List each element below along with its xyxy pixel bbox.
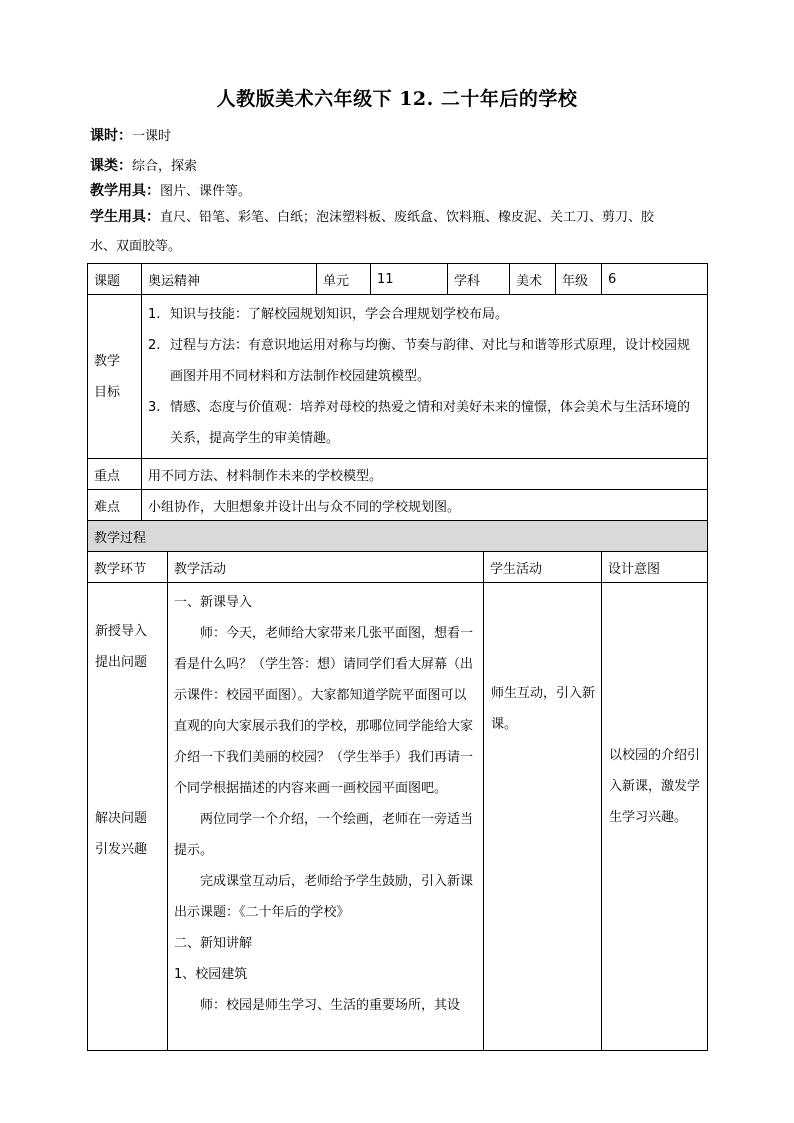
objective-item [148,330,701,392]
topic-label: 课题 [88,264,142,295]
objective-number: 2. [148,338,161,353]
objectives-content [142,295,708,459]
unit-label: 单元 [317,264,371,295]
stage-1-line-1: 新授导入 [95,624,148,639]
objective-text: 知识与技能：了解校园规划知识，学会合理规划学校布局。 [170,307,509,322]
student-activity-cell [484,583,602,1051]
student-tools-value-cont: 水、双面胶等。 [90,239,182,254]
key-point-text: 用不同方法、材料制作未来的学校模型。 [142,459,708,490]
teacher-tools-label: 教学用具： [90,183,160,199]
class-type-label: 课类： [90,158,132,174]
teacher-line: 一、新课导入 [174,595,253,610]
objective-item [148,392,701,454]
objective-text: 过程与方法：有意识地运用对称与均衡、节奏与韵律、对比与和谐等形式原理，设计校园规画图并用不同材料和方法制作校园建筑模型。 [170,338,691,384]
stage-2 [95,803,147,865]
student-tools-line [90,204,710,231]
teacher-tools-value: 图片、课件等。 [160,184,252,199]
process-header-row [88,552,708,583]
design-intent-text: 以校园的介绍引入新课，激发学生学习兴趣。 [609,748,701,825]
lesson-plan-table [87,263,708,1051]
class-type-value: 综合，探索 [132,159,198,174]
teacher-line: 师：今天，老师给大家带来几张平面图，想看一看是什么吗？（学生答：想）请同学们看大屏幕（出示课件：校园平面图）。大家都知道学院平面图可以直观的向大家展示我们的学校，那哪位同学能给大家介绍一下我们美丽的校园？（学生举手）我们再请一个同学根据描述的内容来画一画校园平面图吧。 [174,626,474,796]
header-stage: 教学环节 [88,552,168,583]
header-student: 学生活动 [484,552,602,583]
objectives-list [148,295,701,458]
teacher-line: 两位同学一个介绍，一个绘画，老师在一旁适当提示。 [174,812,474,858]
objective-item [148,299,701,330]
class-type-line [90,153,710,180]
key-point-row [88,459,708,490]
stage-2-line-1: 解决问题 [95,811,148,826]
process-section-row [88,521,708,552]
teacher-line: 二、新知讲解 [174,936,253,951]
teacher-tools-line [90,178,710,205]
teacher-line: 1、校园建筑 [174,967,248,982]
header-intent: 设计意图 [602,552,708,583]
teacher-line: 完成课堂互动后，老师给予学生鼓励，引入新课出示课题：《二十年后的学校》 [174,874,474,920]
stage-1 [95,616,147,678]
objectives-label-2: 目标 [94,384,121,400]
grade-label: 年级 [556,264,602,295]
objectives-label [88,295,142,459]
difficulty-text: 小组协作，大胆想象并设计出与众不同的学校规划图。 [142,490,708,521]
header-teacher: 教学活动 [168,552,484,583]
key-point-label: 重点 [88,459,142,490]
subject-label: 学科 [448,264,510,295]
process-body-row [88,583,708,1051]
teacher-activity-cell [168,583,484,1051]
info-row [88,264,708,295]
design-intent-cell [602,583,708,1051]
grade-value: 6 [602,264,708,295]
unit-value: 11 [371,264,448,295]
objective-number: 3. [148,400,161,415]
objective-number: 1. [148,307,161,322]
difficulty-label: 难点 [88,490,142,521]
class-hours-label: 课时： [90,128,132,144]
document-title: 人教版美术六年级下 12. 二十年后的学校 [216,88,578,110]
process-section-title: 教学过程 [88,521,708,552]
objectives-label-1: 教学 [94,353,121,369]
class-hours-value: 一课时 [132,129,172,144]
teacher-line: 师：校园是师生学习、生活的重要场所，其设 [200,998,461,1013]
student-activity-text: 师生互动，引入新课。 [491,686,596,732]
topic-value: 奥运精神 [142,264,317,295]
objectives-row [88,295,708,459]
student-tools-label: 学生用具： [90,209,160,225]
stage-cell [88,583,168,1051]
student-tools-line-2 [90,234,710,260]
stage-1-line-2: 提出问题 [95,655,148,670]
stage-2-line-2: 引发兴趣 [95,842,148,857]
objective-text: 情感、态度与价值观：培养对母校的热爱之情和对美好未来的憧憬，体会美术与生活环境的关系，提高学生的审美情趣。 [170,400,691,446]
class-hours-line [90,123,710,150]
difficulty-row [88,490,708,521]
subject-value: 美术 [510,264,556,295]
student-tools-value: 直尺、铅笔、彩笔、白纸；泡沫塑料板、废纸盒、饮料瓶、橡皮泥、关工刀、剪刀、胶 [160,210,655,225]
